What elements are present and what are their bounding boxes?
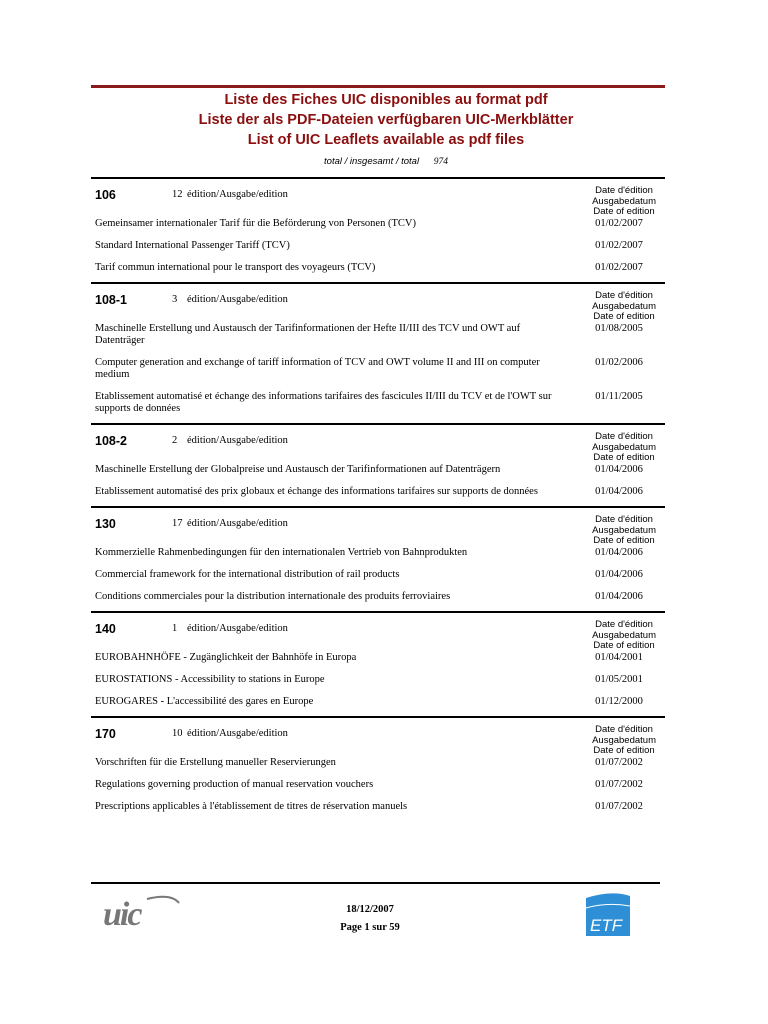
date-header-en: Date of edition <box>593 640 655 651</box>
date-header-de: Ausgabedatum <box>592 441 656 453</box>
leaflet-header <box>91 508 665 545</box>
date-header <box>592 186 656 218</box>
edition-info <box>172 518 288 529</box>
leaflet-title: Conditions commerciales pour la distribution internationale des produits ferroviaires <box>95 591 451 602</box>
leaflet-row[interactable] <box>91 755 665 777</box>
etf-logo-text: ETF <box>590 916 623 935</box>
leaflet-row[interactable] <box>91 238 665 260</box>
leaflet-date: 01/07/2002 <box>595 757 643 768</box>
leaflet-title: Maschinelle Erstellung der Globalpreise und Austausch der Tarifinformationen auf Datenträgern <box>95 464 501 475</box>
edition-number: 3 <box>172 294 178 305</box>
edition-number: 12 <box>172 189 183 200</box>
footer-date: 18/12/2007 <box>346 904 394 915</box>
leaflet-date: 01/04/2006 <box>595 569 643 580</box>
leaflet-row[interactable] <box>91 589 665 611</box>
edition-label: édition/Ausgabe/edition <box>187 728 288 739</box>
leaflet-title: Etablissement automatisé et échange des informations tarifaires des fascicules II/III du TCV et de l'OWT sur supports de données <box>95 391 552 414</box>
total-label: total / insgesamt / total <box>324 156 420 167</box>
leaflet-code[interactable]: 108-1 <box>95 293 127 307</box>
date-header-fr: Date d'édition <box>595 619 653 630</box>
edition-label: édition/Ausgabe/edition <box>187 435 288 446</box>
leaflet-title: Gemeinsamer internationaler Tarif für die Beförderung von Personen (TCV) <box>95 218 416 229</box>
leaflet-date: 01/11/2005 <box>595 391 643 402</box>
edition-label: édition/Ausgabe/edition <box>187 623 288 634</box>
leaflet-header <box>91 425 665 462</box>
leaflet-title: Tarif commun international pour le transport des voyageurs (TCV) <box>95 262 376 273</box>
date-header-de: Ausgabedatum <box>592 524 656 536</box>
leaflet-code[interactable]: 130 <box>95 517 116 531</box>
leaflet-row[interactable] <box>91 545 665 567</box>
leaflet-date: 01/12/2000 <box>595 696 643 707</box>
date-header-en: Date of edition <box>593 745 655 756</box>
leaflet-title: Etablissement automatisé des prix globaux et échange des informations tarifaires sur supports de données <box>95 486 538 497</box>
leaflet-title: Computer generation and exchange of tariff information of TCV and OWT volume II and III on computer medium <box>95 357 540 380</box>
leaflet-section <box>91 506 665 611</box>
leaflet-date: 01/04/2006 <box>595 547 643 558</box>
footer-page-number: Page 1 sur 59 <box>340 922 400 933</box>
date-header-en: Date of edition <box>593 535 655 546</box>
top-rule <box>91 85 665 88</box>
leaflet-header <box>91 284 665 321</box>
bottom-rule <box>91 882 660 884</box>
leaflet-title: EUROGARES - L'accessibilité des gares en Europe <box>95 696 314 707</box>
leaflet-code[interactable]: 140 <box>95 622 116 636</box>
date-header-fr: Date d'édition <box>595 290 653 301</box>
date-header <box>592 725 656 757</box>
date-header-de: Ausgabedatum <box>592 629 656 641</box>
leaflet-row[interactable] <box>91 355 665 389</box>
leaflet-header <box>91 613 665 650</box>
edition-number: 2 <box>172 435 178 446</box>
leaflet-row[interactable] <box>91 484 665 506</box>
edition-label: édition/Ausgabe/edition <box>187 189 288 200</box>
leaflet-title: Commercial framework for the international distribution of rail products <box>95 569 400 580</box>
edition-label: édition/Ausgabe/edition <box>187 294 288 305</box>
leaflet-date: 01/04/2006 <box>595 464 643 475</box>
date-header <box>592 291 656 323</box>
edition-number: 10 <box>172 728 183 739</box>
edition-info <box>172 623 288 634</box>
leaflet-title: Vorschriften für die Erstellung manueller Reservierungen <box>95 757 336 768</box>
leaflet-date: 01/04/2001 <box>595 652 643 663</box>
edition-info <box>172 294 288 305</box>
edition-info <box>172 189 288 200</box>
leaflet-title: Maschinelle Erstellung und Austausch der Tarifinformationen der Hefte II/III des TCV und OWT auf Datenträger <box>95 323 521 346</box>
total-value: 974 <box>433 157 448 167</box>
date-header <box>592 515 656 547</box>
title-fr: Liste des Fiches UIC disponibles au format pdf <box>224 92 548 108</box>
leaflet-date: 01/04/2006 <box>595 591 643 602</box>
date-header-fr: Date d'édition <box>595 431 653 442</box>
leaflet-row[interactable] <box>91 567 665 589</box>
leaflet-date: 01/04/2006 <box>595 486 643 497</box>
leaflet-section <box>91 611 665 716</box>
edition-info <box>172 728 288 739</box>
leaflet-row[interactable] <box>91 321 665 355</box>
leaflet-title: EUROSTATIONS - Accessibility to stations in Europe <box>95 674 325 685</box>
leaflet-date: 01/07/2002 <box>595 801 643 812</box>
leaflet-date: 01/07/2002 <box>595 779 643 790</box>
edition-number: 17 <box>172 518 183 529</box>
date-header-fr: Date d'édition <box>595 514 653 525</box>
leaflet-row[interactable] <box>91 389 665 423</box>
uic-logo-arc <box>147 897 179 903</box>
leaflet-date: 01/08/2005 <box>595 323 643 334</box>
leaflet-title: EUROBAHNHÖFE - Zugänglichkeit der Bahnhöfe in Europa <box>95 652 357 663</box>
leaflet-row[interactable] <box>91 694 665 716</box>
edition-info <box>172 435 288 446</box>
leaflet-section <box>91 177 665 282</box>
leaflet-code[interactable]: 108-2 <box>95 434 127 448</box>
leaflet-header <box>91 179 665 216</box>
leaflet-row[interactable] <box>91 799 665 821</box>
date-header-fr: Date d'édition <box>595 185 653 196</box>
leaflet-date: 01/02/2007 <box>595 218 643 229</box>
title-en: List of UIC Leaflets available as pdf files <box>247 132 525 148</box>
leaflet-row[interactable] <box>91 777 665 799</box>
edition-label: édition/Ausgabe/edition <box>187 518 288 529</box>
etf-logo <box>582 888 632 938</box>
page-footer <box>290 901 450 937</box>
leaflet-row[interactable] <box>91 650 665 672</box>
uic-logo-text: uic <box>103 896 141 933</box>
leaflet-title: Kommerzielle Rahmenbedingungen für den internationalen Vertrieb von Bahnprodukten <box>95 547 468 558</box>
date-header-de: Ausgabedatum <box>592 195 656 207</box>
leaflet-section <box>91 716 665 821</box>
date-header <box>592 620 656 652</box>
total-line <box>91 156 681 167</box>
leaflet-code[interactable]: 106 <box>95 188 116 202</box>
date-header-de: Ausgabedatum <box>592 300 656 312</box>
leaflet-date: 01/02/2006 <box>595 357 643 368</box>
date-header-en: Date of edition <box>593 452 655 463</box>
edition-number: 1 <box>172 623 178 634</box>
leaflet-section <box>91 423 665 506</box>
leaflet-code[interactable]: 170 <box>95 727 116 741</box>
page-title-block <box>91 90 681 150</box>
leaflet-row[interactable] <box>91 462 665 484</box>
title-de: Liste der als PDF-Dateien verfügbaren UIC-Merkblätter <box>198 112 574 128</box>
leaflet-date: 01/02/2007 <box>595 240 643 251</box>
date-header <box>592 432 656 464</box>
leaflet-row[interactable] <box>91 672 665 694</box>
leaflet-row[interactable] <box>91 216 665 238</box>
leaflet-title: Prescriptions applicables à l'établissement de titres de réservation manuels <box>95 801 408 812</box>
leaflet-list <box>91 177 665 821</box>
leaflet-row[interactable] <box>91 260 665 282</box>
leaflet-title: Standard International Passenger Tariff (TCV) <box>95 240 290 251</box>
date-header-en: Date of edition <box>593 311 655 322</box>
uic-logo <box>103 893 183 933</box>
leaflet-date: 01/05/2001 <box>595 674 643 685</box>
leaflet-date: 01/02/2007 <box>595 262 643 273</box>
date-header-de: Ausgabedatum <box>592 734 656 746</box>
date-header-fr: Date d'édition <box>595 724 653 735</box>
leaflet-header <box>91 718 665 755</box>
leaflet-title: Regulations governing production of manual reservation vouchers <box>95 779 374 790</box>
leaflet-section <box>91 282 665 423</box>
date-header-en: Date of edition <box>593 206 655 217</box>
